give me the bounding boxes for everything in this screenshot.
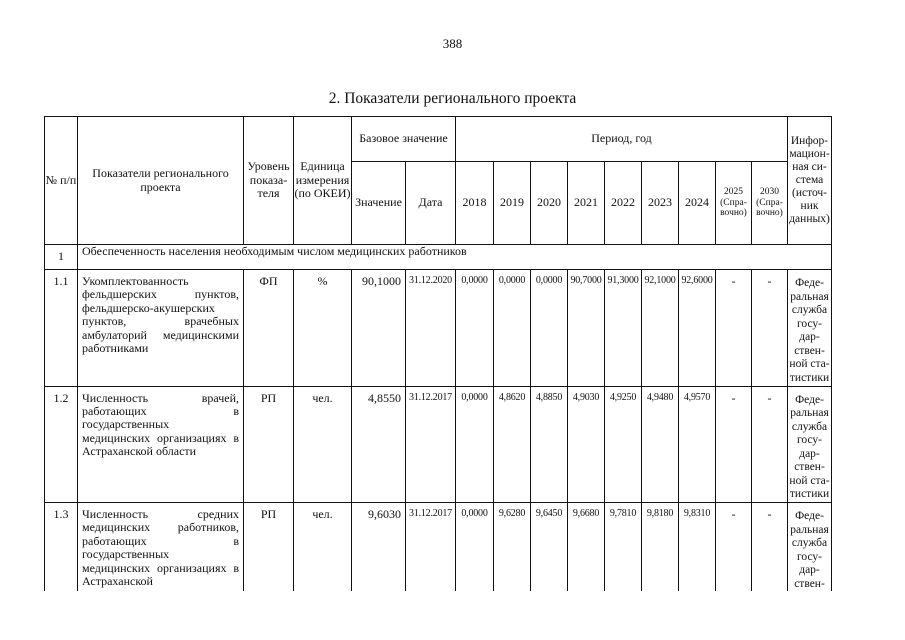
row-value-2020: 4,8850	[531, 386, 568, 503]
row-base-date: 31.12.2017	[406, 503, 456, 592]
header-year-2030: 2030 (Спра-вочно)	[752, 162, 788, 245]
row-value-2022: 9,7810	[605, 503, 642, 592]
row-base-value: 90,1000	[352, 270, 406, 387]
row-value-2022: 4,9250	[605, 386, 642, 503]
row-num: 1.2	[45, 386, 78, 503]
row-value-2025: -	[716, 270, 752, 387]
header-year-2019: 2019	[494, 162, 531, 245]
row-value-2020: 0,0000	[531, 270, 568, 387]
row-value-2019: 0,0000	[494, 270, 531, 387]
row-value-2019: 9,6280	[494, 503, 531, 592]
row-value-2030: -	[752, 270, 788, 387]
table-row	[45, 386, 832, 503]
section-row	[45, 245, 832, 270]
header-year-2018: 2018	[456, 162, 494, 245]
header-year-2024: 2024	[679, 162, 716, 245]
header-year-2025: 2025 (Спра-вочно)	[716, 162, 752, 245]
row-value-2030: -	[752, 503, 788, 592]
row-level: ФП	[244, 270, 294, 387]
row-base-value: 4,8550	[352, 386, 406, 503]
header-base-date: Дата	[406, 162, 456, 245]
section-title: 2. Показатели регионального проекта	[328, 90, 577, 107]
row-value-2019: 4,8620	[494, 386, 531, 503]
row-level: РП	[244, 503, 294, 592]
header-indicator: Показатели регионального проекта	[78, 117, 244, 245]
row-value-2025: -	[716, 386, 752, 503]
row-unit: %	[294, 270, 352, 387]
row-level: РП	[244, 386, 294, 503]
row-value-2023: 9,8180	[642, 503, 679, 592]
row-value-2021: 9,6680	[568, 503, 605, 592]
row-indicator-name: Укомплектованность фельдшерских пунктов, фельдшерско-акушерских пунктов, врачебных амбулаторий медицинскими работниками	[78, 270, 244, 387]
row-indicator-name: Численность врачей, работающих в государственных медицинских организациях в Астраханской области	[78, 386, 244, 503]
row-value-2022: 91,3000	[605, 270, 642, 387]
header-base: Базовое значение	[352, 117, 456, 162]
row-value-2025: -	[716, 503, 752, 592]
row-value-2024: 92,6000	[679, 270, 716, 387]
header-row-1	[45, 117, 832, 162]
header-level: Уровень показа-теля	[244, 117, 294, 245]
header-info-system: Инфор-мацион-ная си-стема (источ-ник данных)	[788, 117, 832, 245]
row-num: 1.3	[45, 503, 78, 592]
row-value-2020: 9,6450	[531, 503, 568, 592]
header-num: № п/п	[45, 117, 78, 245]
row-base-date: 31.12.2017	[406, 386, 456, 503]
row-value-2023: 4,9480	[642, 386, 679, 503]
row-value-2018: 0,0000	[456, 270, 494, 387]
row-source: Феде-ральная служба госу-дар-ствен-ной ста-тистики	[788, 386, 832, 503]
header-period: Период, год	[456, 117, 788, 162]
header-year-2023: 2023	[642, 162, 679, 245]
table-row	[45, 503, 832, 592]
row-base-date: 31.12.2020	[406, 270, 456, 387]
header-year-2021: 2021	[568, 162, 605, 245]
row-value-2021: 4,9030	[568, 386, 605, 503]
row-unit: чел.	[294, 386, 352, 503]
row-value-2024: 4,9570	[679, 386, 716, 503]
header-unit: Единица измерения (по ОКЕИ)	[294, 117, 352, 245]
row-num: 1.1	[45, 270, 78, 387]
header-base-value: Значение	[352, 162, 406, 245]
row-indicator-name: Численность средних медицинских работников, работающих в государственных медицинских организациях в Астраханской	[78, 503, 244, 592]
row-source: Феде-ральная служба госу-дар-ствен-	[788, 503, 832, 592]
row-value-2030: -	[752, 386, 788, 503]
row-unit: чел.	[294, 503, 352, 592]
row-value-2021: 90,7000	[568, 270, 605, 387]
row-base-value: 9,6030	[352, 503, 406, 592]
section-title-cell: Обеспеченность населения необходимым числом медицинских работников	[78, 245, 832, 270]
row-value-2024: 9,8310	[679, 503, 716, 592]
row-value-2018: 0,0000	[456, 503, 494, 592]
row-value-2018: 0,0000	[456, 386, 494, 503]
table-row	[45, 270, 832, 387]
page-number: 388	[442, 36, 463, 51]
header-year-2020: 2020	[531, 162, 568, 245]
row-value-2023: 92,1000	[642, 270, 679, 387]
row-source: Феде-ральная служба госу-дар-ствен-ной ста-тистики	[788, 270, 832, 387]
header-year-2022: 2022	[605, 162, 642, 245]
indicators-table	[44, 116, 832, 591]
section-num: 1	[45, 245, 78, 270]
